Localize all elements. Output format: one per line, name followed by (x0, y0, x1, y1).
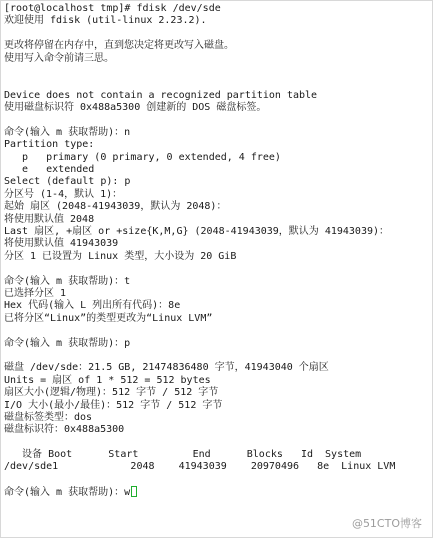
terminal-line-text: 使用磁盘标识符 0x488a5300 创建新的 DOS 磁盘标签。 (4, 102, 267, 114)
terminal-line (4, 176, 395, 188)
terminal-line-text: Partition type: (4, 139, 95, 151)
terminal-line-text: 起始 扇区 (2048-41943039，默认为 2048)： (4, 201, 227, 213)
terminal-line (4, 375, 395, 387)
terminal-line-text: 将使用默认值 2048 (4, 213, 95, 225)
terminal-line (4, 65, 395, 77)
terminal-line-text: 命令(输入 m 获取帮助)：p (4, 337, 131, 349)
terminal-line (4, 313, 395, 325)
terminal-line (4, 28, 395, 40)
terminal-line (4, 77, 395, 89)
terminal-line (4, 3, 395, 15)
terminal-line (4, 412, 395, 424)
terminal-line (4, 276, 395, 288)
terminal-line (4, 362, 395, 374)
terminal-line (4, 189, 395, 201)
terminal-line (4, 263, 395, 275)
terminal-line (4, 288, 395, 300)
terminal-line (4, 15, 395, 27)
terminal-line-text: 欢迎使用 fdisk (util-linux 2.23.2). (4, 15, 207, 27)
terminal-line (4, 300, 395, 312)
terminal-line (4, 139, 395, 151)
terminal-line (4, 152, 395, 164)
terminal-line-text: 分区 1 已设置为 Linux 类型，大小设为 20 GiB (4, 250, 237, 262)
terminal-line-text: 将使用默认值 41943039 (4, 238, 119, 250)
watermark: @51CTO博客 (351, 517, 422, 530)
terminal-line-text: /dev/sde1 2048 41943039 20970496 8e Linux LVM (4, 461, 396, 473)
terminal-line-text: 磁盘 /dev/sde：21.5 GB, 21474836480 字节，41943040 个扇区 (4, 362, 329, 374)
terminal-line (4, 115, 395, 127)
terminal-line-text: 磁盘标识符：0x488a5300 (4, 424, 125, 436)
terminal-line-text: 分区号 (1-4，默认 1)： (4, 188, 123, 200)
terminal-line (4, 164, 395, 176)
terminal-line (4, 40, 395, 52)
terminal-line (4, 486, 395, 498)
terminal-line-text: 使用写入命令前请三思。 (4, 52, 114, 64)
terminal-line-text: 已将分区“Linux”的类型更改为“Linux LVM” (4, 312, 213, 324)
text-cursor (131, 486, 137, 497)
terminal-line (4, 437, 395, 449)
terminal-line (4, 387, 395, 399)
terminal-line-text: 更改将停留在内存中，直到您决定将更改写入磁盘。 (4, 40, 234, 52)
terminal-line (4, 127, 395, 139)
terminal-line (4, 102, 395, 114)
terminal-line (4, 350, 395, 362)
terminal-line (4, 461, 395, 473)
terminal-line-text: Last 扇区, +扇区 or +size{K,M,G} (2048-41943039，默认为 41943039)： (4, 226, 390, 238)
terminal-line-text: p primary (0 primary, 0 extended, 4 free) (4, 151, 281, 163)
terminal-line (4, 90, 395, 102)
terminal-line-text: 命令(输入 m 获取帮助)：t (4, 275, 131, 287)
terminal-output (4, 3, 395, 499)
terminal-line (4, 53, 395, 65)
terminal-line (4, 338, 395, 350)
terminal-line-text: 命令(输入 m 获取帮助)：n (4, 126, 131, 138)
terminal-line-text: e extended (4, 164, 95, 176)
terminal-line (4, 238, 395, 250)
terminal-line (4, 474, 395, 486)
terminal-line-text: 扇区大小(逻辑/物理)：512 字节 / 512 字节 (4, 387, 219, 399)
terminal-line-text: Units = 扇区 of 1 * 512 = 512 bytes (4, 374, 211, 386)
terminal-line (4, 251, 395, 263)
terminal-line-text: 命令(输入 m 获取帮助)：w (4, 487, 131, 499)
terminal-line-text: 磁盘标签类型：dos (4, 411, 93, 423)
terminal-line (4, 400, 395, 412)
terminal-line-text: Device does not contain a recognized partition table (4, 89, 318, 101)
terminal-line (4, 201, 395, 213)
terminal-line-text: [root@localhost tmp]# fdisk /dev/sde (4, 3, 221, 14)
terminal-line-text: I/O 大小(最小/最佳)：512 字节 / 512 字节 (4, 399, 223, 411)
terminal-line-text: 设备 Boot Start End Blocks Id System (4, 449, 362, 461)
terminal-line-text: Hex 代码(输入 L 列出所有代码)：8e (4, 300, 181, 312)
terminal-line (4, 214, 395, 226)
terminal-line (4, 449, 395, 461)
terminal-line-text: Select (default p): p (4, 176, 131, 188)
terminal-line (4, 325, 395, 337)
terminal-line (4, 226, 395, 238)
terminal-line-text: 已选择分区 1 (4, 287, 67, 299)
terminal-line (4, 424, 395, 436)
